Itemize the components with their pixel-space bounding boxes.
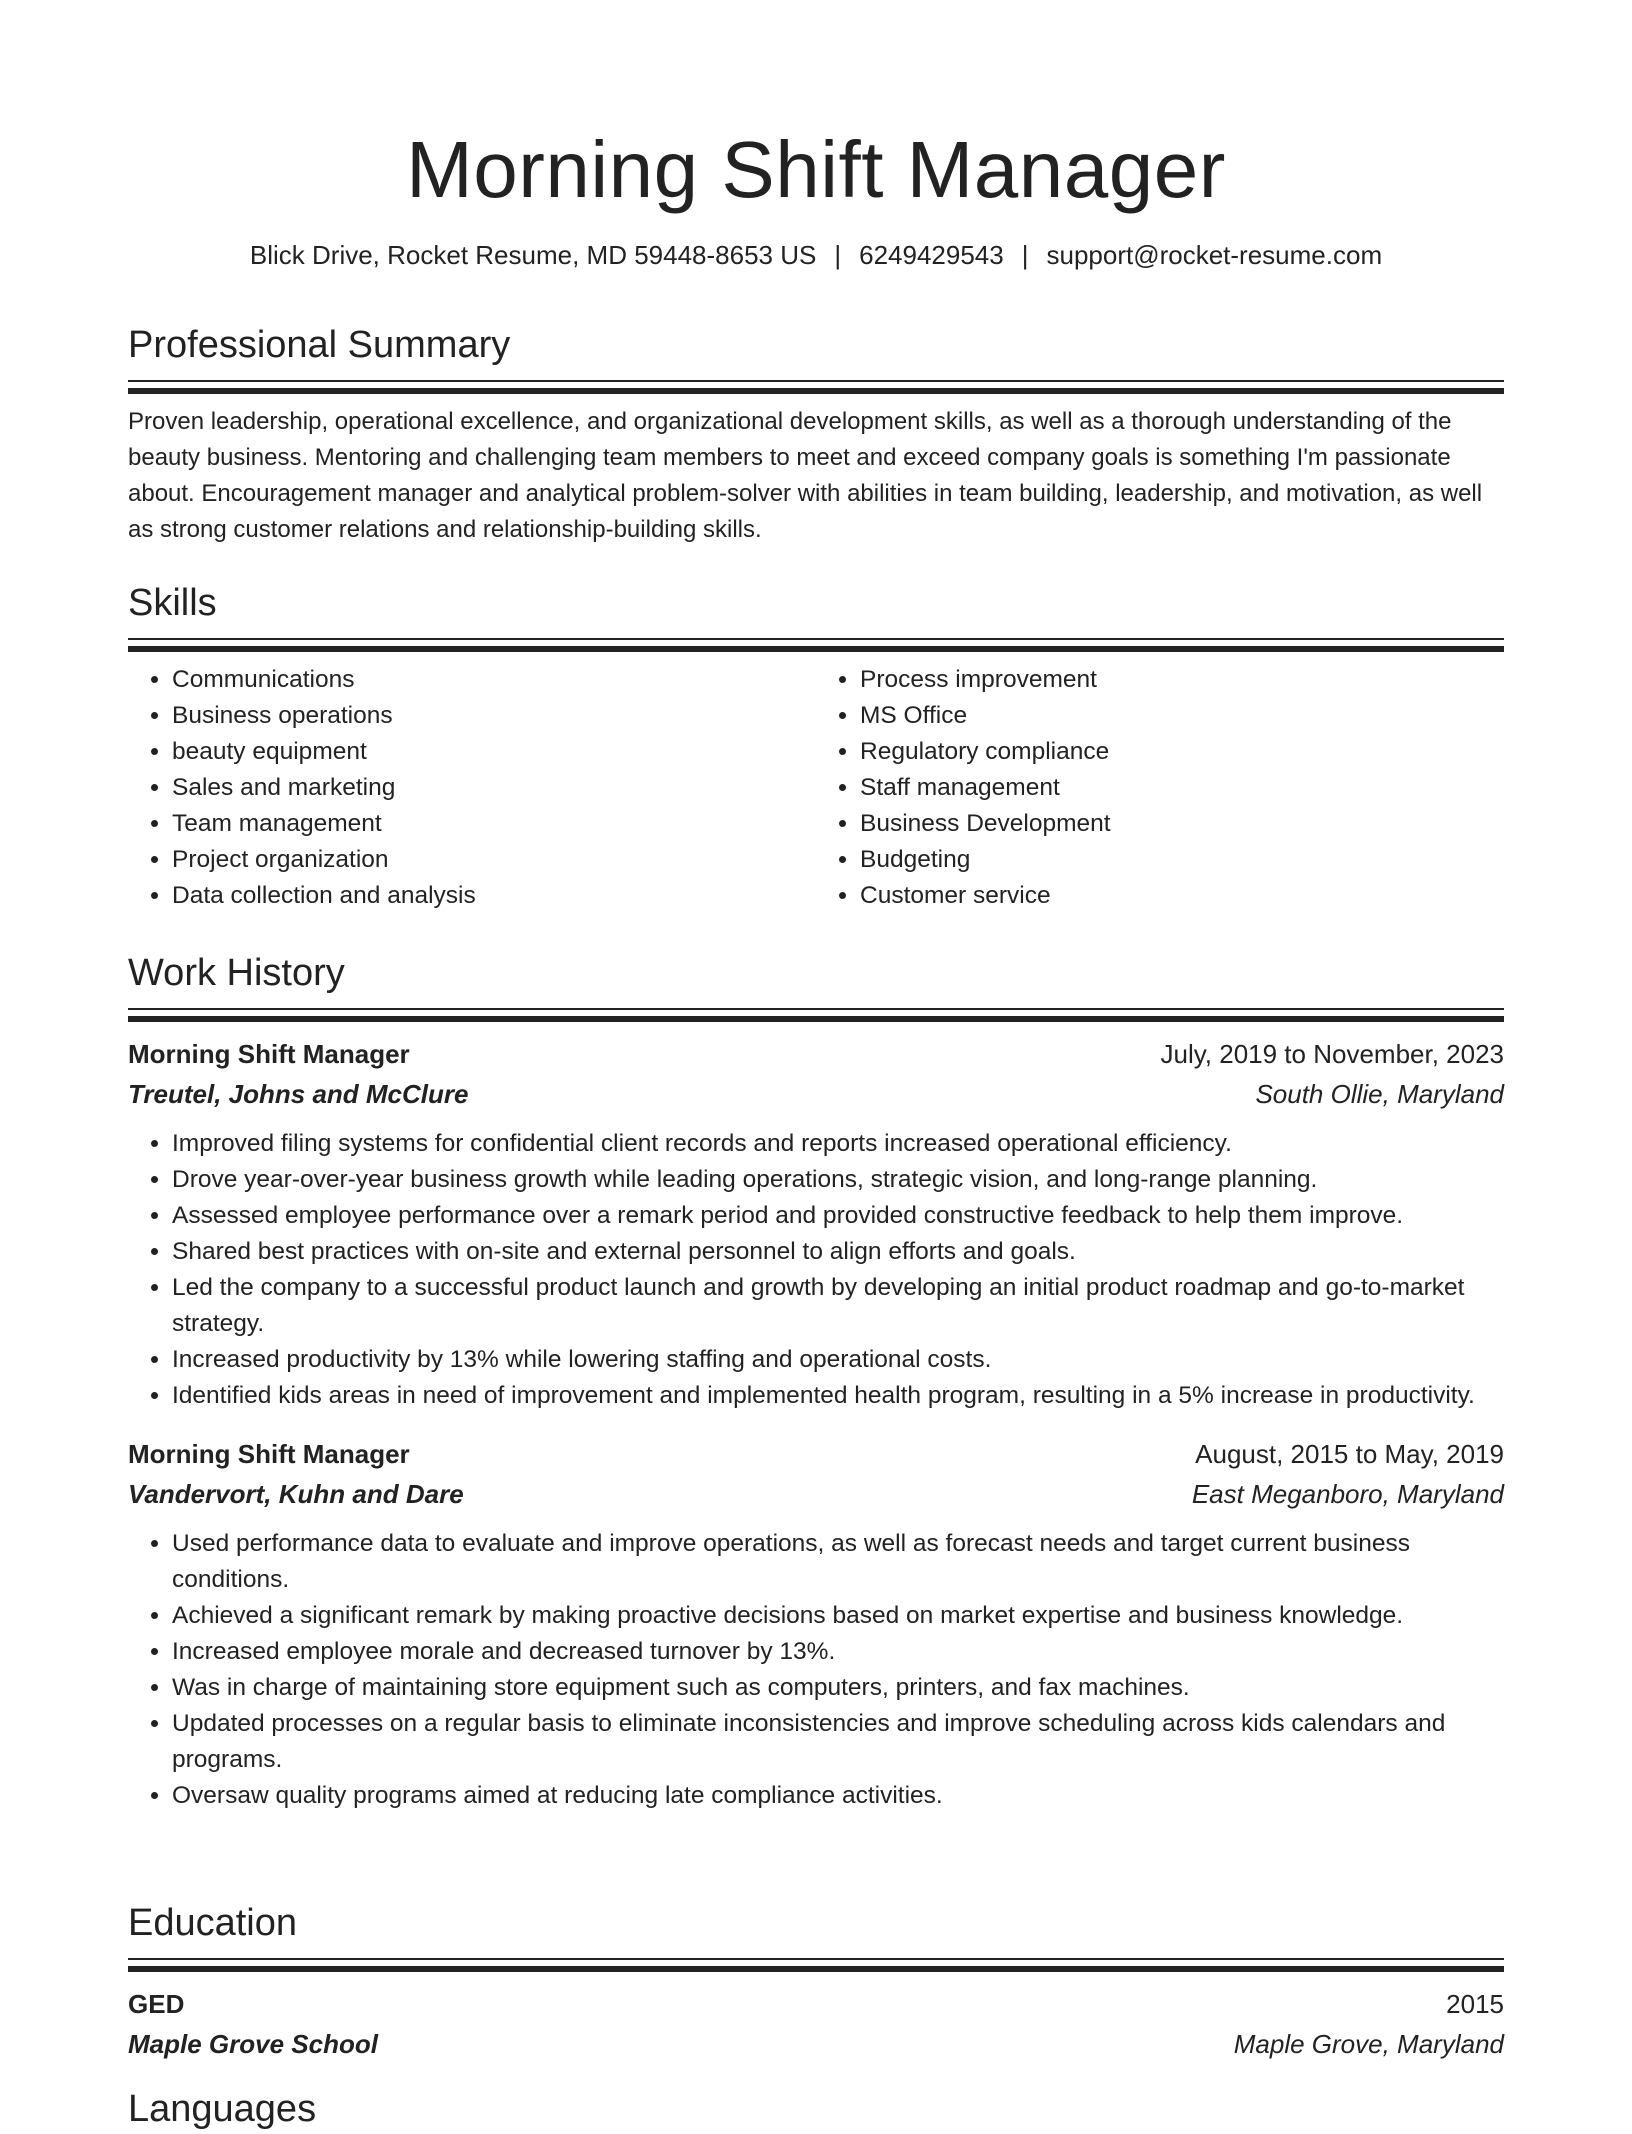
job-bullet: • Oversaw quality programs aimed at reducing late compliance activities. <box>172 1778 1504 1814</box>
job-bullet: • Increased employee morale and decreased turnover by 13%. <box>172 1634 1504 1670</box>
resume-name: Morning Shift Manager <box>406 125 1226 214</box>
job-title: Morning Shift Manager <box>128 1439 410 1469</box>
contact-separator: | <box>1021 240 1029 270</box>
skill-item: • Process improvement <box>860 662 1504 698</box>
skill-item: • MS Office <box>860 698 1504 734</box>
skill-item: • Regulatory compliance <box>860 734 1504 770</box>
skill-item: • Data collection and analysis <box>172 878 816 914</box>
education-school: Maple Grove School <box>128 2029 378 2059</box>
skill-item: • Business operations <box>172 698 816 734</box>
contact-separator: | <box>834 240 842 270</box>
job-dates: August, 2015 to May, 2019 <box>1195 1439 1504 1469</box>
contact-phone: 6249429543 <box>859 240 1004 270</box>
skill-item: • Sales and marketing <box>172 770 816 806</box>
job-dates: July, 2019 to November, 2023 <box>1160 1039 1504 1069</box>
skill-item: • Business Development <box>860 806 1504 842</box>
job-bullet: • Shared best practices with on-site and external personnel to align efforts and goals. <box>172 1234 1504 1270</box>
section-divider <box>128 638 1504 660</box>
job-bullet: • Improved filing systems for confidential client records and reports increased operational efficiency. <box>172 1126 1504 1162</box>
job-company: Vandervort, Kuhn and Dare <box>128 1479 464 1509</box>
skill-item: • Staff management <box>860 770 1504 806</box>
skill-item: • beauty equipment <box>172 734 816 770</box>
skills-heading: Skills <box>128 582 217 624</box>
skill-item: • Communications <box>172 662 816 698</box>
languages-heading: Languages <box>128 2088 317 2130</box>
skill-item: • Team management <box>172 806 816 842</box>
work-history-heading: Work History <box>128 952 345 994</box>
skills-grid <box>128 662 1504 914</box>
skill-item: • Budgeting <box>860 842 1504 878</box>
section-divider <box>128 380 1504 402</box>
contact-email: support@rocket-resume.com <box>1046 240 1383 270</box>
job-bullet: • Achieved a significant remark by making proactive decisions based on market expertise and business knowledge. <box>172 1598 1504 1634</box>
languages-section <box>128 2084 1504 2134</box>
skill-item: • Customer service <box>860 878 1504 914</box>
section-divider <box>128 1008 1504 1030</box>
job-entry <box>128 1434 1504 1814</box>
job-location: South Ollie, Maryland <box>1255 1079 1504 1109</box>
skills-column-left <box>128 662 816 914</box>
job-bullet: • Updated processes on a regular basis to eliminate inconsistencies and improve scheduling across kids calendars and programs. <box>172 1706 1504 1778</box>
job-bullet: • Drove year-over-year business growth while leading operations, strategic vision, and long-range planning. <box>172 1162 1504 1198</box>
education-section <box>128 1898 1504 2064</box>
job-company: Treutel, Johns and McClure <box>128 1079 469 1109</box>
job-bullet: • Was in charge of maintaining store equipment such as computers, printers, and fax machines. <box>172 1670 1504 1706</box>
section-divider <box>128 1958 1504 1980</box>
education-heading: Education <box>128 1902 298 1944</box>
education-degree: GED <box>128 1989 185 2019</box>
skills-column-right <box>816 662 1504 914</box>
job-bullet: • Used performance data to evaluate and improve operations, as well as forecast needs and target current business conditions. <box>172 1526 1504 1598</box>
job-title: Morning Shift Manager <box>128 1039 410 1069</box>
contact-address: Blick Drive, Rocket Resume, MD 59448-8653 US <box>249 240 817 270</box>
skill-item: • Project organization <box>172 842 816 878</box>
job-bullet: • Increased productivity by 13% while lowering staffing and operational costs. <box>172 1342 1504 1378</box>
work-history-section <box>128 948 1504 1814</box>
summary-section <box>128 320 1504 548</box>
job-bullet: • Led the company to a successful product launch and growth by developing an initial product roadmap and go-to-market strategy. <box>172 1270 1504 1342</box>
education-location: Maple Grove, Maryland <box>1233 2029 1504 2059</box>
job-bullet: • Assessed employee performance over a remark period and provided constructive feedback to help them improve. <box>172 1198 1504 1234</box>
job-bullet: • Identified kids areas in need of improvement and implemented health program, resulting in a 5% increase in productivity. <box>172 1378 1504 1414</box>
job-location: East Meganboro, Maryland <box>1191 1479 1504 1509</box>
summary-text: Proven leadership, operational excellence, and organizational development skills, as well as a thorough understanding of the beauty business. Mentoring and challenging team members to meet and exceed company goals is something I'm passionate about. Encouragement manager and analytical problem-solver with abilities in team building, leadership, and motivation, as well as strong customer relations and relationship-building skills. <box>128 408 1483 543</box>
job-entry <box>128 1034 1504 1414</box>
skills-section <box>128 578 1504 914</box>
education-year: 2015 <box>1446 1989 1504 2019</box>
contact-line <box>128 238 1504 272</box>
summary-heading: Professional Summary <box>128 324 511 366</box>
